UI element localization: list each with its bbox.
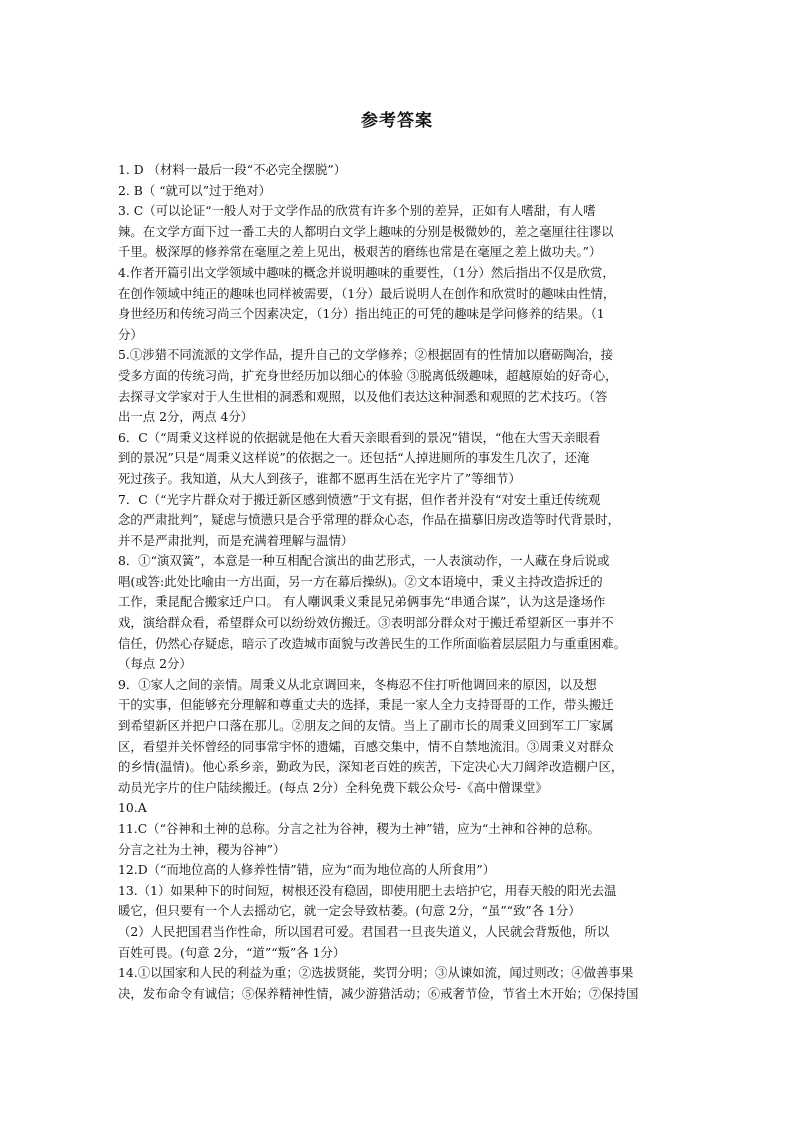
answer-line: 千里。极深厚的修养常在毫厘之差上见出，极艰苦的磨练也常是在毫厘之差上做功夫。”） (118, 244, 602, 260)
answer-line: 13.（1）如果种下的时间短，树根还没有稳固，即使用肥土去培护它，用春天般的阳光去温 (118, 882, 617, 898)
answer-line: 7．C（“光字片群众对于搬迁新区感到愤懑”于文有据，但作者并没有“对安土重迁传统观 (118, 491, 601, 507)
answer-line: 分） (118, 326, 143, 342)
answer-line: 并不是严肃批判，而是充满着理解与温情） (118, 532, 354, 548)
answer-line: 在创作领域中纯正的趣味也同样被需要，（1分）最后说明人在创作和欣赏时的趣味由性情， (118, 285, 616, 301)
answer-line: 去探寻文学家对于人生世相的洞悉和观照，以及他们表达这种洞悉和观照的艺术技巧。（答 (118, 388, 608, 404)
answer-line: 身世经历和传统习尚三个因素决定，（1分）指出纯正的可凭的趣味是学问修养的结果。（1 (118, 306, 605, 322)
answer-line: 百姓可畏。(句意 2分，“道”“叛”各 1分） (118, 944, 346, 960)
answer-line: 戏，演给群众看，希望群众可以纷纷效仿搬迁。③表明部分群众对于搬迁希望新区一事并不 (118, 615, 614, 631)
answer-line: 唱(或答:此处比喻由一方出面，另一方在幕后操纵)。②文本语境中，秉义主持改造拆迁的 (118, 573, 603, 589)
answer-line: 工作，秉昆配合搬家迁户口。 有人嘲讽秉义秉昆兄弟俩事先“串通合谋”，认为这是逢场作 (118, 594, 606, 610)
answer-line: 区，看望并关怀曾经的同事常宇怀的遗孀，百感交集中，情不自禁地流泪。③周秉义对群众 (118, 738, 614, 754)
answer-line: 死过孩子。我知道，从大人到孩子，谁都不愿再生活在光字片了”等细节） (118, 470, 521, 486)
answer-line: 决，发布命令有诚信；⑤保养精神性情，减少游猎活动；⑥戒奢节俭，节省土木开始；⑦保持国 (118, 985, 639, 1001)
answer-line: 信任，仍然心存疑虑，暗示了改造城市面貌与改善民生的工作所面临着层层阻力与重重困难。 (118, 635, 627, 651)
answer-line: 分言之社为土神，稷为谷神”） (118, 841, 286, 857)
answer-line: 5.①涉猎不同流派的文学作品，提升自己的文学修养；②根据固有的性情加以磨砺陶冶，接 (118, 347, 614, 363)
answer-line: 6．C（“周秉义这样说的依据就是他在大看天亲眼看到的景况”错误，“他在大雪天亲眼看 (118, 429, 601, 445)
answer-line: 11.C（“谷神和土神的总称。分言之社为谷神，稷为土神”错，应为“土神和谷神的总称。 (118, 821, 600, 836)
answer-line: 的乡情(温情)。他心系乡亲，勤政为民，深知老百姓的疾苦，下定决心大刀阔斧改造棚户区， (118, 759, 624, 775)
answer-line: 辣。在文学方面下过一番工夫的人都明白文学上趣味的分别是极微妙的，差之毫厘往往谬以 (118, 223, 614, 239)
answer-line: 1. D （材料一最后一段“不必完全摆脱”） (118, 162, 347, 177)
answer-line: 干的实事，但能够充分理解和尊重丈夫的选择，秉昆一家人全力支持哥哥的工作，带头搬迁 (118, 697, 614, 713)
answer-line: 暖它，但只要有一个人去摇动它，就一定会导致枯萎。(句意 2分，“虽”“致”各 1分） (118, 903, 581, 919)
answer-line: 4.作者开篇引出文学领域中趣味的概念并说明趣味的重要性，（1分）然后指出不仅是欣赏， (118, 264, 615, 280)
answer-line: 受多方面的传统习尚，扩充身世经历加以细心的体验 ③脱离低级趣味，超越原始的好奇心， (118, 367, 618, 383)
answer-body (118, 160, 678, 1004)
answer-line: 14.①以国家和人民的利益为重；②选拔贤能，奖罚分明；③从谏如流，闻过则改；④做善事果 (118, 965, 634, 981)
answer-line: 动员光字片的住户陆续搬迁。(每点 2分）全科免费下载公众号-《高中僧课堂》 (118, 779, 548, 795)
answer-line: （2）人民把国君当作性命，所以国君可爱。君国君一旦丧失道义，人民就会背叛他，所以 (118, 923, 610, 939)
answer-line: 出一点 2分，两点 4分） (118, 409, 254, 425)
answer-line: 到的景况”只是“周秉义这样说”的依据之一。还包括“人掉进厕所的事发生几次了，还淹 (118, 450, 590, 466)
answer-line: 3. C（可以论证“一般人对于文学作品的欣赏有许多个别的差异，正如有人嗜甜，有人嗜 (118, 203, 596, 219)
answer-line: 2. B（ “就可以”过于绝对） (118, 182, 271, 198)
page-title: 参考答案 (361, 111, 433, 131)
answer-line: 念的严肃批判”，疑虑与愤懑只是合乎常理的群众心态，作品在描摹旧房改造等时代背景时， (118, 512, 620, 528)
answer-line: 到希望新区并把户口落在那儿。②朋友之间的友情。当上了副市长的周秉义回到军工厂家属 (118, 718, 614, 734)
answer-line: （每点 2分） (118, 656, 192, 672)
answer-line: 8．①“演双簧”，本意是一种互相配合演出的曲艺形式，一人表演动作，一人藏在身后说或 (118, 553, 610, 569)
answer-line: 10.A (118, 800, 147, 816)
answer-line: 9．①家人之间的亲情。周秉义从北京调回来，冬梅忍不住打听他调回来的原因，以及想 (118, 676, 597, 692)
answer-line: 12.D（“而地位高的人修养性情”错，应为“而为地位高的人所食用”） (118, 862, 496, 878)
